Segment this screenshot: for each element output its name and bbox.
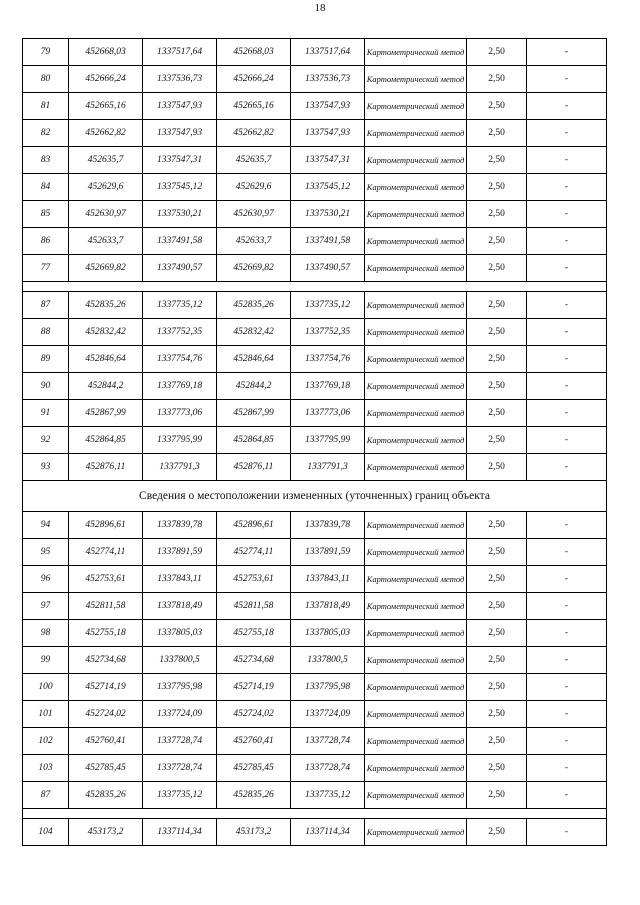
table-row [23, 66, 607, 93]
y-new-cell: 1337490,57 [291, 255, 365, 282]
x-existing-cell: 452635,7 [69, 147, 143, 174]
table-row [23, 728, 607, 755]
note-cell: - [527, 201, 607, 228]
y-existing-cell: 1337735,12 [143, 292, 217, 319]
point-number-cell: 98 [23, 620, 69, 647]
point-number-cell: 77 [23, 255, 69, 282]
x-new-cell: 452811,58 [217, 593, 291, 620]
x-existing-cell: 452867,99 [69, 400, 143, 427]
accuracy-cell: 2,50 [467, 373, 527, 400]
y-new-cell: 1337795,99 [291, 427, 365, 454]
spacer-row [23, 809, 607, 819]
y-existing-cell: 1337491,58 [143, 228, 217, 255]
point-number-cell: 101 [23, 701, 69, 728]
point-number-cell: 93 [23, 454, 69, 481]
y-new-cell: 1337491,58 [291, 228, 365, 255]
y-existing-cell: 1337536,73 [143, 66, 217, 93]
note-cell: - [527, 93, 607, 120]
method-cell: Картометрический метод [365, 782, 467, 809]
x-existing-cell: 452630,97 [69, 201, 143, 228]
method-cell: Картометрический метод [365, 539, 467, 566]
method-cell: Картометрический метод [365, 755, 467, 782]
point-number-cell: 87 [23, 782, 69, 809]
point-number-cell: 80 [23, 66, 69, 93]
table-row [23, 782, 607, 809]
method-cell: Картометрический метод [365, 454, 467, 481]
point-number-cell: 90 [23, 373, 69, 400]
note-cell: - [527, 319, 607, 346]
y-new-cell: 1337547,93 [291, 120, 365, 147]
spacer-row [23, 282, 607, 292]
x-new-cell: 452835,26 [217, 292, 291, 319]
table-row [23, 39, 607, 66]
table-row [23, 427, 607, 454]
accuracy-cell: 2,50 [467, 454, 527, 481]
x-existing-cell: 452785,45 [69, 755, 143, 782]
table-row [23, 566, 607, 593]
y-existing-cell: 1337754,76 [143, 346, 217, 373]
note-cell: - [527, 255, 607, 282]
note-cell: - [527, 400, 607, 427]
x-new-cell: 452635,7 [217, 147, 291, 174]
y-new-cell: 1337805,03 [291, 620, 365, 647]
x-existing-cell: 452896,61 [69, 512, 143, 539]
method-cell: Картометрический метод [365, 728, 467, 755]
note-cell: - [527, 373, 607, 400]
table-row [23, 319, 607, 346]
y-existing-cell: 1337728,74 [143, 728, 217, 755]
x-new-cell: 453173,2 [217, 819, 291, 846]
note-cell: - [527, 593, 607, 620]
note-cell: - [527, 728, 607, 755]
accuracy-cell: 2,50 [467, 701, 527, 728]
x-new-cell: 452629,6 [217, 174, 291, 201]
x-existing-cell: 452662,82 [69, 120, 143, 147]
accuracy-cell: 2,50 [467, 201, 527, 228]
x-new-cell: 452760,41 [217, 728, 291, 755]
x-existing-cell: 452811,58 [69, 593, 143, 620]
note-cell: - [527, 566, 607, 593]
method-cell: Картометрический метод [365, 292, 467, 319]
method-cell: Картометрический метод [365, 373, 467, 400]
table-row [23, 292, 607, 319]
x-existing-cell: 452774,11 [69, 539, 143, 566]
y-new-cell: 1337754,76 [291, 346, 365, 373]
x-existing-cell: 452876,11 [69, 454, 143, 481]
point-number-cell: 82 [23, 120, 69, 147]
method-cell: Картометрический метод [365, 174, 467, 201]
y-new-cell: 1337735,12 [291, 292, 365, 319]
point-number-cell: 79 [23, 39, 69, 66]
y-new-cell: 1337800,5 [291, 647, 365, 674]
section-header-row [23, 481, 607, 512]
y-existing-cell: 1337728,74 [143, 755, 217, 782]
x-new-cell: 452665,16 [217, 93, 291, 120]
method-cell: Картометрический метод [365, 255, 467, 282]
method-cell: Картометрический метод [365, 701, 467, 728]
x-existing-cell: 452724,02 [69, 701, 143, 728]
point-number-cell: 92 [23, 427, 69, 454]
y-new-cell: 1337114,34 [291, 819, 365, 846]
y-existing-cell: 1337547,93 [143, 120, 217, 147]
x-new-cell: 452785,45 [217, 755, 291, 782]
x-new-cell: 452668,03 [217, 39, 291, 66]
x-existing-cell: 452714,19 [69, 674, 143, 701]
accuracy-cell: 2,50 [467, 593, 527, 620]
table-row [23, 593, 607, 620]
y-existing-cell: 1337490,57 [143, 255, 217, 282]
y-new-cell: 1337752,35 [291, 319, 365, 346]
x-new-cell: 452867,99 [217, 400, 291, 427]
note-cell: - [527, 701, 607, 728]
x-existing-cell: 452760,41 [69, 728, 143, 755]
accuracy-cell: 2,50 [467, 228, 527, 255]
point-number-cell: 81 [23, 93, 69, 120]
accuracy-cell: 2,50 [467, 400, 527, 427]
y-existing-cell: 1337805,03 [143, 620, 217, 647]
table-row [23, 120, 607, 147]
note-cell: - [527, 292, 607, 319]
table-row [23, 147, 607, 174]
x-existing-cell: 453173,2 [69, 819, 143, 846]
point-number-cell: 104 [23, 819, 69, 846]
note-cell: - [527, 512, 607, 539]
x-new-cell: 452844,2 [217, 373, 291, 400]
x-existing-cell: 452864,85 [69, 427, 143, 454]
table-row [23, 228, 607, 255]
method-cell: Картометрический метод [365, 647, 467, 674]
x-new-cell: 452753,61 [217, 566, 291, 593]
note-cell: - [527, 174, 607, 201]
x-existing-cell: 452633,7 [69, 228, 143, 255]
y-existing-cell: 1337800,5 [143, 647, 217, 674]
point-number-cell: 99 [23, 647, 69, 674]
y-existing-cell: 1337114,34 [143, 819, 217, 846]
x-existing-cell: 452669,82 [69, 255, 143, 282]
method-cell: Картометрический метод [365, 819, 467, 846]
method-cell: Картометрический метод [365, 201, 467, 228]
y-existing-cell: 1337795,98 [143, 674, 217, 701]
accuracy-cell: 2,50 [467, 819, 527, 846]
y-existing-cell: 1337769,18 [143, 373, 217, 400]
point-number-cell: 91 [23, 400, 69, 427]
method-cell: Картометрический метод [365, 512, 467, 539]
table-row [23, 755, 607, 782]
x-new-cell: 452669,82 [217, 255, 291, 282]
x-existing-cell: 452755,18 [69, 620, 143, 647]
y-new-cell: 1337547,93 [291, 93, 365, 120]
coordinates-table [22, 38, 607, 846]
point-number-cell: 89 [23, 346, 69, 373]
y-existing-cell: 1337547,31 [143, 147, 217, 174]
table-row [23, 373, 607, 400]
x-new-cell: 452662,82 [217, 120, 291, 147]
spacer-cell [23, 282, 607, 292]
y-existing-cell: 1337795,99 [143, 427, 217, 454]
y-existing-cell: 1337839,78 [143, 512, 217, 539]
point-number-cell: 84 [23, 174, 69, 201]
x-existing-cell: 452668,03 [69, 39, 143, 66]
table-row [23, 512, 607, 539]
x-new-cell: 452864,85 [217, 427, 291, 454]
x-new-cell: 452832,42 [217, 319, 291, 346]
x-existing-cell: 452629,6 [69, 174, 143, 201]
point-number-cell: 86 [23, 228, 69, 255]
accuracy-cell: 2,50 [467, 346, 527, 373]
y-existing-cell: 1337724,09 [143, 701, 217, 728]
y-existing-cell: 1337545,12 [143, 174, 217, 201]
method-cell: Картометрический метод [365, 346, 467, 373]
table-row [23, 201, 607, 228]
y-new-cell: 1337843,11 [291, 566, 365, 593]
accuracy-cell: 2,50 [467, 755, 527, 782]
point-number-cell: 100 [23, 674, 69, 701]
accuracy-cell: 2,50 [467, 292, 527, 319]
note-cell: - [527, 539, 607, 566]
y-new-cell: 1337735,12 [291, 782, 365, 809]
accuracy-cell: 2,50 [467, 319, 527, 346]
y-new-cell: 1337839,78 [291, 512, 365, 539]
accuracy-cell: 2,50 [467, 620, 527, 647]
x-existing-cell: 452734,68 [69, 647, 143, 674]
page-number: 18 [314, 2, 326, 14]
accuracy-cell: 2,50 [467, 539, 527, 566]
x-existing-cell: 452666,24 [69, 66, 143, 93]
x-new-cell: 452714,19 [217, 674, 291, 701]
accuracy-cell: 2,50 [467, 512, 527, 539]
accuracy-cell: 2,50 [467, 147, 527, 174]
y-new-cell: 1337891,59 [291, 539, 365, 566]
note-cell: - [527, 647, 607, 674]
accuracy-cell: 2,50 [467, 674, 527, 701]
point-number-cell: 103 [23, 755, 69, 782]
method-cell: Картометрический метод [365, 427, 467, 454]
method-cell: Картометрический метод [365, 400, 467, 427]
method-cell: Картометрический метод [365, 566, 467, 593]
y-new-cell: 1337818,49 [291, 593, 365, 620]
y-new-cell: 1337545,12 [291, 174, 365, 201]
note-cell: - [527, 620, 607, 647]
accuracy-cell: 2,50 [467, 174, 527, 201]
y-existing-cell: 1337752,35 [143, 319, 217, 346]
section-title: Сведения о местоположении измененных (уточненных) границ объекта [23, 481, 607, 512]
y-new-cell: 1337724,09 [291, 701, 365, 728]
point-number-cell: 87 [23, 292, 69, 319]
note-cell: - [527, 120, 607, 147]
note-cell: - [527, 147, 607, 174]
note-cell: - [527, 228, 607, 255]
note-cell: - [527, 755, 607, 782]
point-number-cell: 97 [23, 593, 69, 620]
coordinates-table-body [23, 39, 607, 846]
point-number-cell: 96 [23, 566, 69, 593]
point-number-cell: 83 [23, 147, 69, 174]
y-existing-cell: 1337547,93 [143, 93, 217, 120]
accuracy-cell: 2,50 [467, 427, 527, 454]
note-cell: - [527, 66, 607, 93]
table-row [23, 255, 607, 282]
table-row [23, 454, 607, 481]
x-new-cell: 452666,24 [217, 66, 291, 93]
note-cell: - [527, 346, 607, 373]
point-number-cell: 94 [23, 512, 69, 539]
y-existing-cell: 1337773,06 [143, 400, 217, 427]
y-new-cell: 1337536,73 [291, 66, 365, 93]
accuracy-cell: 2,50 [467, 647, 527, 674]
table-row [23, 620, 607, 647]
method-cell: Картометрический метод [365, 620, 467, 647]
accuracy-cell: 2,50 [467, 728, 527, 755]
table-row [23, 93, 607, 120]
table-row [23, 174, 607, 201]
table-row [23, 701, 607, 728]
accuracy-cell: 2,50 [467, 782, 527, 809]
point-number-cell: 102 [23, 728, 69, 755]
note-cell: - [527, 819, 607, 846]
table-row [23, 346, 607, 373]
x-existing-cell: 452835,26 [69, 292, 143, 319]
method-cell: Картометрический метод [365, 228, 467, 255]
method-cell: Картометрический метод [365, 39, 467, 66]
y-new-cell: 1337547,31 [291, 147, 365, 174]
y-new-cell: 1337769,18 [291, 373, 365, 400]
y-existing-cell: 1337530,21 [143, 201, 217, 228]
method-cell: Картометрический метод [365, 66, 467, 93]
x-existing-cell: 452844,2 [69, 373, 143, 400]
method-cell: Картометрический метод [365, 593, 467, 620]
x-new-cell: 452630,97 [217, 201, 291, 228]
point-number-cell: 85 [23, 201, 69, 228]
table-row [23, 647, 607, 674]
spacer-cell [23, 809, 607, 819]
table-row [23, 539, 607, 566]
point-number-cell: 95 [23, 539, 69, 566]
x-new-cell: 452896,61 [217, 512, 291, 539]
accuracy-cell: 2,50 [467, 66, 527, 93]
x-new-cell: 452876,11 [217, 454, 291, 481]
method-cell: Картометрический метод [365, 120, 467, 147]
y-existing-cell: 1337891,59 [143, 539, 217, 566]
note-cell: - [527, 427, 607, 454]
y-existing-cell: 1337843,11 [143, 566, 217, 593]
x-new-cell: 452755,18 [217, 620, 291, 647]
table-row [23, 819, 607, 846]
note-cell: - [527, 674, 607, 701]
x-existing-cell: 452846,64 [69, 346, 143, 373]
x-new-cell: 452846,64 [217, 346, 291, 373]
accuracy-cell: 2,50 [467, 39, 527, 66]
note-cell: - [527, 39, 607, 66]
point-number-cell: 88 [23, 319, 69, 346]
x-existing-cell: 452832,42 [69, 319, 143, 346]
y-new-cell: 1337530,21 [291, 201, 365, 228]
x-new-cell: 452724,02 [217, 701, 291, 728]
method-cell: Картометрический метод [365, 319, 467, 346]
y-new-cell: 1337517,64 [291, 39, 365, 66]
y-new-cell: 1337795,98 [291, 674, 365, 701]
note-cell: - [527, 454, 607, 481]
accuracy-cell: 2,50 [467, 93, 527, 120]
method-cell: Картометрический метод [365, 674, 467, 701]
y-new-cell: 1337728,74 [291, 755, 365, 782]
accuracy-cell: 2,50 [467, 566, 527, 593]
x-new-cell: 452835,26 [217, 782, 291, 809]
table-row [23, 674, 607, 701]
x-existing-cell: 452835,26 [69, 782, 143, 809]
note-cell: - [527, 782, 607, 809]
y-new-cell: 1337773,06 [291, 400, 365, 427]
x-new-cell: 452774,11 [217, 539, 291, 566]
y-existing-cell: 1337735,12 [143, 782, 217, 809]
table-row [23, 400, 607, 427]
method-cell: Картометрический метод [365, 93, 467, 120]
y-existing-cell: 1337517,64 [143, 39, 217, 66]
y-existing-cell: 1337791,3 [143, 454, 217, 481]
accuracy-cell: 2,50 [467, 255, 527, 282]
y-new-cell: 1337728,74 [291, 728, 365, 755]
x-new-cell: 452633,7 [217, 228, 291, 255]
y-new-cell: 1337791,3 [291, 454, 365, 481]
x-existing-cell: 452665,16 [69, 93, 143, 120]
x-existing-cell: 452753,61 [69, 566, 143, 593]
method-cell: Картометрический метод [365, 147, 467, 174]
accuracy-cell: 2,50 [467, 120, 527, 147]
y-existing-cell: 1337818,49 [143, 593, 217, 620]
x-new-cell: 452734,68 [217, 647, 291, 674]
